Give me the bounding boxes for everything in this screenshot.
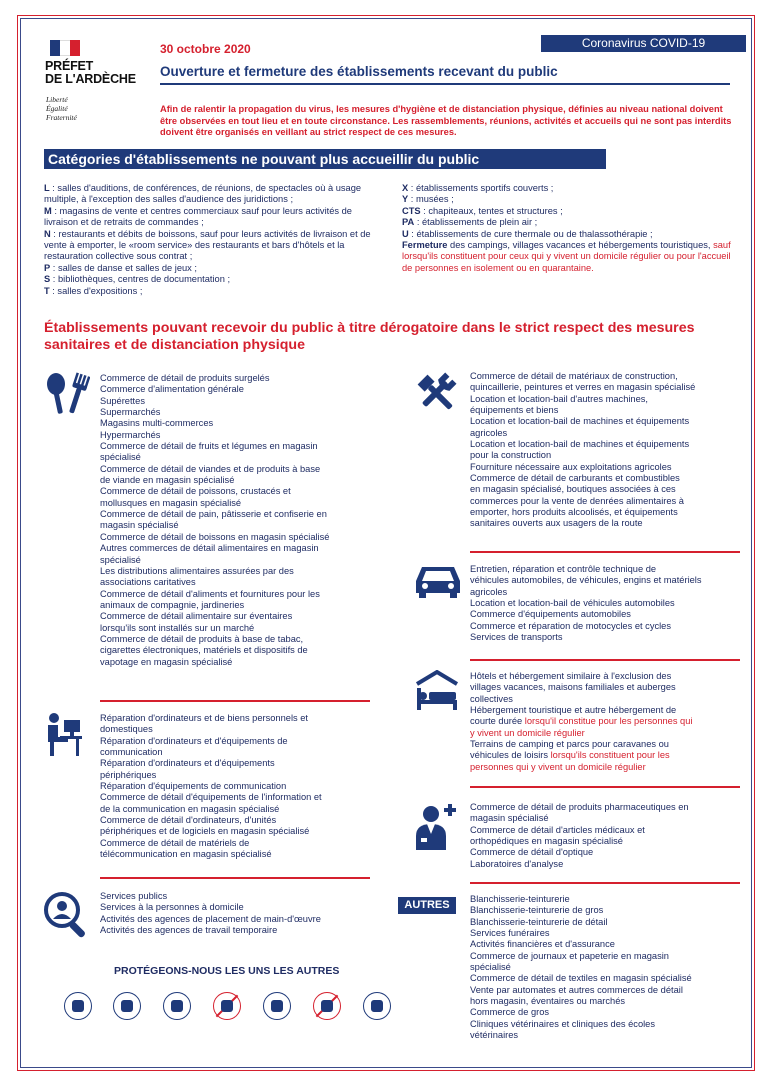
prefecture-name: PRÉFET DE L'ARDÈCHE <box>45 59 136 86</box>
autres-badge: AUTRES <box>398 897 456 914</box>
marianne-logo <box>50 40 80 56</box>
list-item: Supérettes <box>100 395 145 406</box>
mask-icon <box>363 992 391 1020</box>
divider-food <box>100 700 370 702</box>
list-item: commerces pour la vente de denrées alimentaires à <box>470 495 684 506</box>
derogatory-section-title: Établissements pouvant recevoir du public à titre dérogatoire dans le strict respect des mesures sanitaires et de distanciation physique <box>44 320 695 353</box>
list-item: Commerce d'alimentation générale <box>100 384 244 395</box>
list-item: Vente par automates et autres commerces de détail <box>470 984 683 995</box>
car-icon <box>414 563 462 599</box>
list-item: Commerce de détail de matériaux de construction, <box>470 371 678 381</box>
list-item: Commerce de détail de textiles en magasin spécialisé <box>470 973 692 984</box>
list-item: agricoles <box>470 427 508 438</box>
closed-category-item: Y : musées ; <box>402 194 454 205</box>
services-list <box>100 891 390 936</box>
list-item: équipements et biens <box>470 405 559 416</box>
list-item: Blanchisserie-teinturerie de gros <box>470 905 604 916</box>
list-item: vétérinaires <box>470 1030 519 1041</box>
list-item: Location et location-bail de véhicules automobiles <box>470 598 675 609</box>
tissue-icon <box>163 992 191 1020</box>
list-item: Services publics <box>100 891 168 901</box>
list-item: domestiques <box>100 724 153 735</box>
list-item: Commerce de détail de pain, pâtisserie et confiserie en <box>100 509 327 520</box>
autres-list <box>470 894 750 1041</box>
cough-elbow-icon <box>113 992 141 1020</box>
automobile-list <box>470 564 750 643</box>
list-item: Commerce de détail de poissons, crustacés et <box>100 486 291 497</box>
list-item: en magasin spécialisé, boutiques associées à ces <box>470 484 676 495</box>
list-item: Commerce de journaux et papeterie en magasin <box>470 950 669 961</box>
list-item: spécialisé <box>100 554 141 565</box>
divider-hotel <box>470 786 740 788</box>
list-item: Réparation d'ordinateurs et d'équipements <box>100 758 275 769</box>
list-item: Commerce de détail de viandes et de produits à base <box>100 463 321 474</box>
list-item: associations caritatives <box>100 577 196 588</box>
pharmacist-icon <box>414 800 460 852</box>
list-item: Entretien, réparation et contrôle technique de <box>470 564 657 574</box>
hand-wash-icon <box>64 992 92 1020</box>
list-item: Location et location-bail de machines et équipements <box>470 439 690 450</box>
divider-car <box>470 659 740 661</box>
list-item: télécommunication en magasin spécialisé <box>100 849 272 860</box>
pharmacy-list <box>470 802 750 870</box>
divider-pharma <box>470 882 740 884</box>
list-item: Location et location-bail de machines et équipements <box>470 416 690 427</box>
list-item: Les distributions alimentaires assurées par des <box>100 565 294 576</box>
list-item: Réparation d'équipements de communication <box>100 781 287 792</box>
list-item: animaux de compagnie, jardineries <box>100 599 245 610</box>
closed-section-title: Catégories d'établissements ne pouvant plus accueillir du public <box>44 149 606 169</box>
list-item: Blanchisserie-teinturerie de détail <box>470 916 608 927</box>
list-item: Commerce de détail d'ordinateurs, d'unités <box>100 815 277 826</box>
list-item: Commerce de détail de produits pharmaceutiques en <box>470 802 689 812</box>
list-item: Terrains de camping et parcs pour caravanes ou <box>470 739 669 750</box>
list-item: périphériques <box>100 769 157 780</box>
list-item: Commerce de détail d'articles médicaux et <box>470 824 645 835</box>
list-item: Commerce de détail de boissons en magasin spécialisé <box>100 531 330 542</box>
republic-motto: Liberté Égalité Fraternité <box>46 95 77 122</box>
list-item: Commerce de détail alimentaire sur éventaires <box>100 611 293 622</box>
list-item: Activités financières et d'assurance <box>470 939 615 950</box>
list-item: Commerce de détail de produits surgelés <box>100 373 270 383</box>
list-item: lorsqu'ils sont installés sur un marché <box>100 622 255 633</box>
closed-list-left <box>44 183 384 297</box>
list-item: Hypermarchés <box>100 429 161 440</box>
no-face-touch-icon <box>213 992 241 1020</box>
divider-tools <box>470 551 740 553</box>
list-item: vapotage en magasin spécialisé <box>100 656 233 667</box>
list-item: sanitaires ouverts aux usagers de la route <box>470 518 643 529</box>
list-item: y vivent un domicile régulier <box>470 727 585 738</box>
list-item: Autres commerces de détail alimentaires en magasin <box>100 543 319 554</box>
list-item: Blanchisserie-teinturerie <box>470 894 570 904</box>
closed-category-item: U : établissements de cure thermale ou de thalassothérapie ; <box>402 228 653 239</box>
list-item: Hôtels et hébergement similaire à l'exclusion des <box>470 671 672 681</box>
list-item: véhicules de loisirs lorsqu'ils constituent pour les <box>470 750 670 761</box>
list-item: Activités des agences de travail temporaire <box>100 925 278 936</box>
list-item: magasin spécialisé <box>100 520 179 531</box>
list-item: Commerce de détail de carburants et combustibles <box>470 473 680 484</box>
list-item: Commerce de gros <box>470 1007 550 1018</box>
closed-list-right <box>402 183 740 274</box>
distance-icon <box>263 992 291 1020</box>
title-divider <box>160 83 730 85</box>
list-item: Services funéraires <box>470 928 550 939</box>
hotel-bed-icon <box>414 670 460 712</box>
list-item: Commerce et réparation de motocycles et cycles <box>470 620 671 631</box>
list-item: courte durée lorsqu'il constitue pour les personnes qui <box>470 716 693 727</box>
list-item: Commerce de détail d'équipements de l'information et <box>100 792 322 803</box>
list-item: Laboratoires d'analyse <box>470 858 564 869</box>
tools-icon <box>413 370 459 416</box>
food-list <box>100 373 390 668</box>
computer-repair-list <box>100 713 390 860</box>
closed-category-item: P : salles de danse et salles de jeux ; <box>44 262 197 273</box>
closed-category-item: T : salles d'expositions ; <box>44 285 143 296</box>
list-item: orthopédiques en magasin spécialisé <box>470 836 623 847</box>
magnifier-person-icon <box>42 890 92 940</box>
list-item: Supermarchés <box>100 407 161 418</box>
list-item: hors magasin, éventaires ou marchés <box>470 996 626 1007</box>
covid-badge: Coronavirus COVID-19 <box>541 35 746 52</box>
list-item: spécialisé <box>100 452 141 463</box>
list-item: Services à la personnes à domicile <box>100 902 244 913</box>
divider-computer <box>100 877 370 879</box>
list-item: Commerce de détail d'optique <box>470 847 594 858</box>
list-item: communication <box>100 747 163 758</box>
closed-category-item: L : salles d'auditions, de conférences, de réunions, de spectacles où à usage multiple, à l'exception des salles d'audience des juridictions ; <box>44 183 362 205</box>
list-item: de la communication en magasin spécialisé <box>100 803 280 814</box>
list-item: magasin spécialisé <box>470 813 549 824</box>
list-item: Fourniture nécessaire aux exploitations agricoles <box>470 461 672 472</box>
gestures-title: PROTÉGEONS-NOUS LES UNS LES AUTRES <box>114 965 340 977</box>
list-item: périphériques et de logiciels en magasin spécialisé <box>100 826 310 837</box>
list-item: Hébergement touristique et autre hébergement de <box>470 705 677 716</box>
list-item: Réparation d'ordinateurs et d'équipements de <box>100 735 288 746</box>
closed-category-item: CTS : chapiteaux, tentes et structures ; <box>402 205 563 216</box>
closed-category-item: PA : établissements de plein air ; <box>402 217 538 228</box>
list-item: quincaillerie, peintures et verres en magasin spécialisé <box>470 382 696 393</box>
list-item: Cliniques vétérinaires et cliniques des écoles <box>470 1018 656 1029</box>
list-item: cigarettes électroniques, matériels et dispositifs de <box>100 645 308 656</box>
list-item: agricoles <box>470 586 508 597</box>
list-item: Magasins multi-commerces <box>100 418 214 429</box>
closed-category-item: S : bibliothèques, centres de documentation ; <box>44 274 231 285</box>
list-item: Commerce de détail de matériels de <box>100 837 250 848</box>
list-item: de viande en magasin spécialisé <box>100 475 235 486</box>
list-item: Activités des agences de placement de main-d'œuvre <box>100 913 321 924</box>
list-item: mollusques en magasin spécialisé <box>100 497 242 508</box>
list-item: Commerce d'équipements automobiles <box>470 609 631 620</box>
no-handshake-icon <box>313 992 341 1020</box>
cutlery-icon <box>44 372 90 416</box>
closed-category-item: M : magasins de vente et centres commerciaux sauf pour leurs activités de livraison et de retraits de commandes ; <box>44 205 352 228</box>
closed-category-item: X : établissements sportifs couverts ; <box>402 183 554 193</box>
list-item: Réparation d'ordinateurs et de biens personnels et <box>100 713 308 723</box>
closed-category-item: N : restaurants et débits de boissons, sauf pour leurs activités de livraison et de vente à emporter, le «room service» des restaurants et bars d'hôtels et la restauration collective sous contrat ; <box>44 228 371 262</box>
intro-text: Afin de ralentir la propagation du virus, les mesures d'hygiène et de distanciation physique, définies au niveau national doivent être observées en tout lieu et en toute circonstance. Les rassemblements, réunions, activités et accueils qui ne sont pas interdits doivent être organisés en veillant au strict respect de ces mesures. <box>160 104 732 137</box>
list-item: emporter, hors produits alcoolisés, et équipements <box>470 507 678 518</box>
construction-list <box>470 371 750 530</box>
hotel-list <box>470 671 750 773</box>
fermeture-item: Fermeture des campings, villages vacances et hébergements touristiques, sauf lorsqu'ils constituent pour ceux qui y vivent un domicile régulier ou pour l'accueil de personnes en isolement ou en quarantaine. <box>402 240 731 273</box>
list-item: pour la construction <box>470 450 552 461</box>
list-item: Services de transports <box>470 632 563 643</box>
list-item: Commerce de détail d'aliments et fournitures pour les <box>100 588 320 599</box>
list-item: véhicules automobiles, de véhicules, engins et matériels <box>470 575 702 586</box>
computer-user-icon <box>42 712 84 758</box>
list-item: Commerce de détail de produits à base de tabac, <box>100 633 304 644</box>
list-item: spécialisé <box>470 962 511 973</box>
list-item: Commerce de détail de fruits et légumes en magasin <box>100 441 318 452</box>
list-item: Location et location-bail d'autres machines, <box>470 393 649 404</box>
list-item: villages vacances, maisons familiales et auberges <box>470 682 676 693</box>
page-title: Ouverture et fermeture des établissements recevant du public <box>160 64 558 79</box>
document-date: 30 octobre 2020 <box>160 42 251 56</box>
list-item: collectives <box>470 693 513 704</box>
list-item: personnes qui y vivent un domicile régulier <box>470 761 646 772</box>
